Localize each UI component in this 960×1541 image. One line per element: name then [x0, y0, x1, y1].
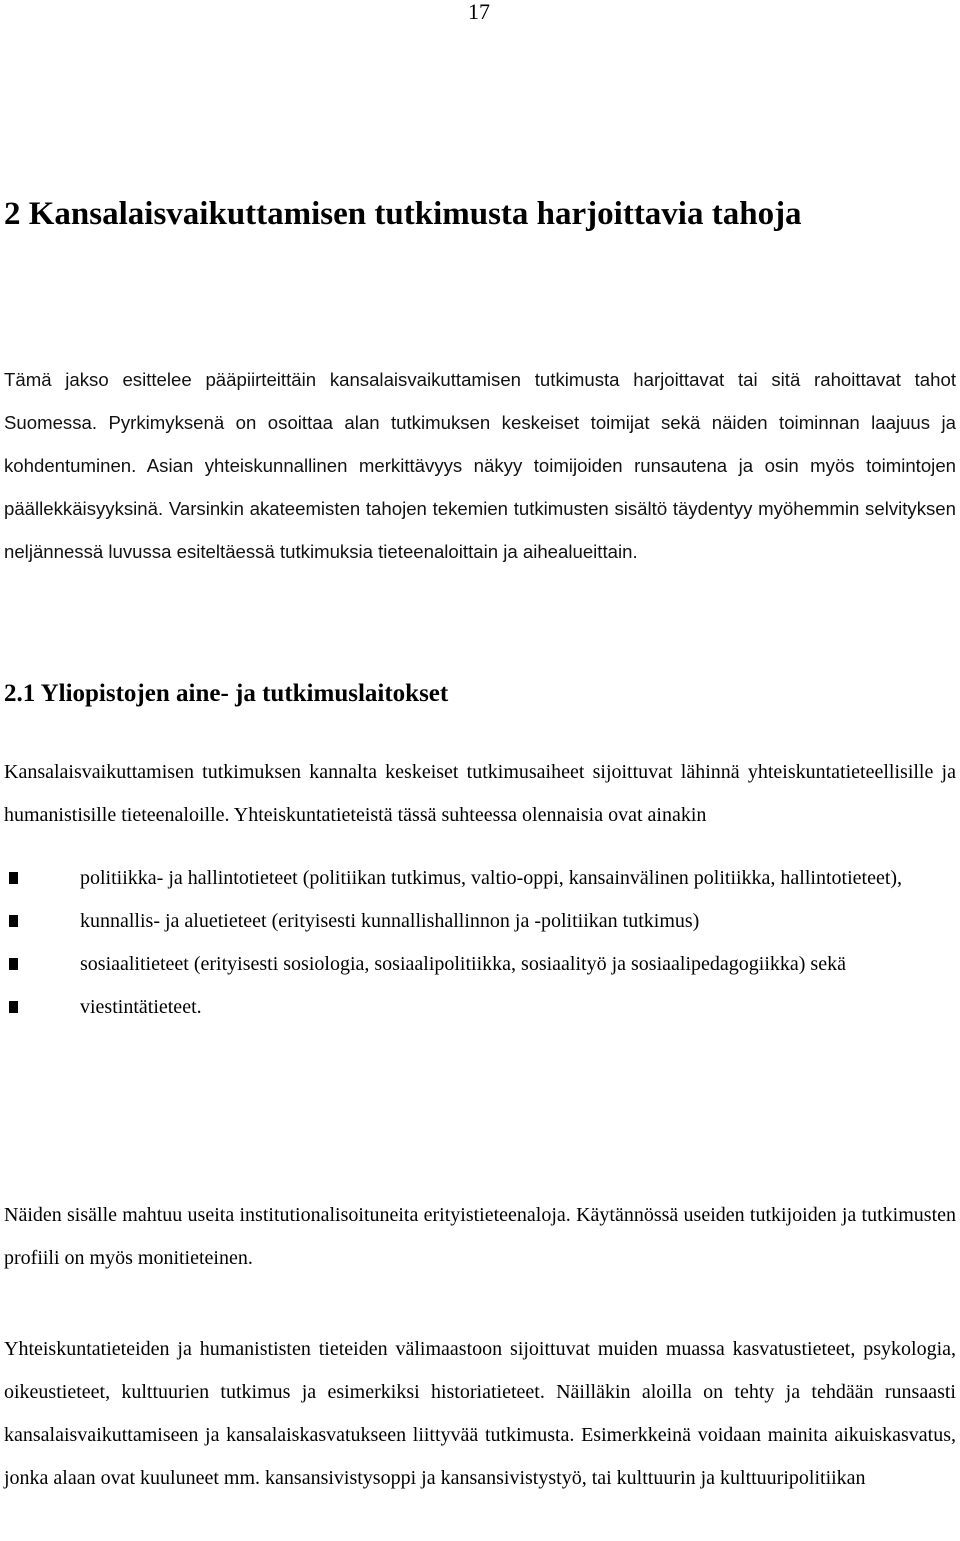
list-item: [0, 857, 956, 900]
section-paragraph-2: Näiden sisälle mahtuu useita institutionalisoituneita erityistieteenaloja. Käytännössä useiden tutkijoiden ja tutkimusten profiili on myös monitieteinen.: [4, 1204, 956, 1269]
section-paragraph-1: Kansalaisvaikuttamisen tutkimuksen kannalta keskeiset tutkimusaiheet sijoittuvat lähinnä yhteiskuntatieteellisille ja humanistisille tieteenaloille. Yhteiskuntatieteistä tässä suhteessa olennaisia ovat ainakin: [4, 761, 956, 826]
list-item: [0, 986, 956, 1029]
bullet-icon: [9, 915, 18, 927]
list-item-text: kunnallis- ja aluetieteet (erityisesti kunnallishallinnon ja -politiikan tutkimus): [80, 910, 700, 932]
bullet-icon: [9, 872, 18, 884]
chapter-title: 2 Kansalaisvaikuttamisen tutkimusta harjoittavia tahoja: [4, 196, 802, 232]
discipline-list: [0, 857, 956, 1029]
list-item-text: sosiaalitieteet (erityisesti sosiologia, sosiaalipolitiikka, sosiaalityö ja sosiaalipedagogiikka) sekä: [80, 953, 846, 975]
section-paragraph-3: Yhteiskuntatieteiden ja humanististen tieteiden välimaastoon sijoittuvat muiden muassa kasvatustieteet, psykologia, oikeustieteet, kulttuurien tutkimus ja esimerkiksi historiatieteet. Näilläkin aloilla on tehty ja tehdään runsaasti kansalaisvaikuttamiseen ja kansalaiskasvatukseen liittyvää tutkimusta. Esimerkkeinä voidaan mainita aikuiskasvatus, jonka alaan ovat kuuluneet mm. kansansivistysoppi ja kansansivistystyö, tai kulttuurin ja kulttuuripolitiikan: [4, 1338, 956, 1489]
list-item: [0, 900, 956, 943]
bullet-icon: [9, 958, 18, 970]
list-item-text: viestintätieteet.: [80, 996, 202, 1018]
list-item-text: politiikka- ja hallintotieteet (politiikan tutkimus, valtio-oppi, kansainvälinen politiikka, hallintotieteet),: [80, 867, 903, 889]
intro-paragraph: Tämä jakso esittelee pääpiirteittäin kansalaisvaikuttamisen tutkimusta harjoittavat tai sitä rahoittavat tahot Suomessa. Pyrkimyksenä on osoittaa alan tutkimuksen keskeiset toimijat sekä näiden toiminnan laajuus ja kohdentuminen. Asian yhteiskunnallinen merkittävyys näkyy toimijoiden runsautena ja osin myös toimintojen päällekkäisyyksinä. Varsinkin akateemisten tahojen tekemien tutkimusten sisältö täydentyy myöhemmin selvityksen neljännessä luvussa esiteltäessä tutkimuksia tieteenaloittain ja aihealueittain.: [4, 369, 956, 562]
page-number: 17: [468, 0, 490, 24]
list-item: [0, 943, 956, 986]
section-title: 2.1 Yliopistojen aine- ja tutkimuslaitokset: [4, 680, 449, 707]
bullet-icon: [9, 1001, 18, 1013]
